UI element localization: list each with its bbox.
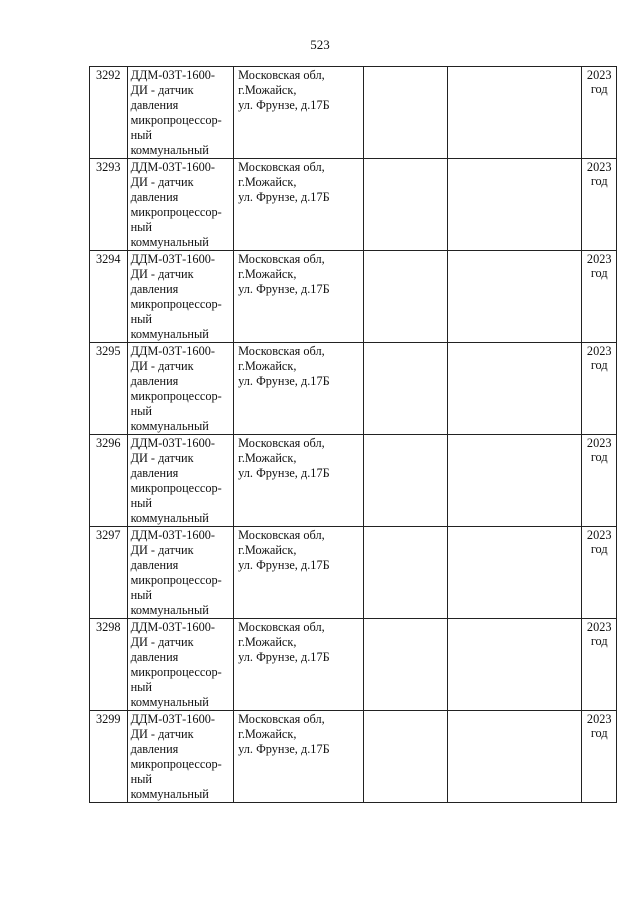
address-cell bbox=[234, 435, 364, 527]
empty-cell-5 bbox=[448, 711, 582, 803]
address: Московская обл, г.Можайск, ул. Фрунзе, д.17Б bbox=[238, 712, 330, 756]
device-name: ДДМ-03Т-1600- ДИ - датчик давления микропроцессор- ный коммунальный bbox=[130, 436, 222, 525]
empty-cell-5 bbox=[448, 159, 582, 251]
address-cell bbox=[234, 619, 364, 711]
address: Московская обл, г.Можайск, ул. Фрунзе, д.17Б bbox=[238, 68, 330, 112]
row-number-cell bbox=[90, 159, 128, 251]
row-number-cell bbox=[90, 251, 128, 343]
year-cell bbox=[582, 619, 617, 711]
address: Московская обл, г.Можайск, ул. Фрунзе, д.17Б bbox=[238, 528, 330, 572]
row-number: 3295 bbox=[95, 344, 121, 358]
year-cell bbox=[582, 67, 617, 159]
year-cell bbox=[582, 343, 617, 435]
empty-cell-4 bbox=[364, 619, 448, 711]
year: 2023 год bbox=[586, 252, 612, 280]
row-number: 3293 bbox=[95, 160, 121, 174]
address-cell bbox=[234, 343, 364, 435]
year: 2023 год bbox=[586, 68, 612, 96]
year-cell bbox=[582, 527, 617, 619]
device-name: ДДМ-03Т-1600- ДИ - датчик давления микропроцессор- ный коммунальный bbox=[130, 620, 222, 709]
address: Московская обл, г.Можайск, ул. Фрунзе, д.17Б bbox=[238, 160, 330, 204]
row-number-cell bbox=[90, 527, 128, 619]
device-name: ДДМ-03Т-1600- ДИ - датчик давления микропроцессор- ный коммунальный bbox=[130, 344, 222, 433]
address: Московская обл, г.Можайск, ул. Фрунзе, д.17Б bbox=[238, 620, 330, 664]
year-cell bbox=[582, 251, 617, 343]
row-number-cell bbox=[90, 67, 128, 159]
address-cell bbox=[234, 67, 364, 159]
empty-cell-4 bbox=[364, 67, 448, 159]
table-row bbox=[90, 251, 617, 343]
year-cell bbox=[582, 159, 617, 251]
registry-table-body bbox=[90, 67, 617, 803]
device-name-cell bbox=[127, 619, 234, 711]
table-row bbox=[90, 527, 617, 619]
device-name: ДДМ-03Т-1600- ДИ - датчик давления микропроцессор- ный коммунальный bbox=[130, 252, 222, 341]
row-number-cell bbox=[90, 619, 128, 711]
empty-cell-5 bbox=[448, 619, 582, 711]
row-number: 3299 bbox=[95, 712, 121, 726]
address-cell bbox=[234, 711, 364, 803]
empty-cell-5 bbox=[448, 527, 582, 619]
device-name-cell bbox=[127, 67, 234, 159]
empty-cell-5 bbox=[448, 343, 582, 435]
empty-cell-4 bbox=[364, 435, 448, 527]
address-cell bbox=[234, 527, 364, 619]
device-name: ДДМ-03Т-1600- ДИ - датчик давления микропроцессор- ный коммунальный bbox=[130, 528, 222, 617]
address-cell bbox=[234, 251, 364, 343]
device-name-cell bbox=[127, 343, 234, 435]
empty-cell-5 bbox=[448, 435, 582, 527]
empty-cell-5 bbox=[448, 251, 582, 343]
device-name-cell bbox=[127, 251, 234, 343]
year: 2023 год bbox=[586, 620, 612, 648]
address: Московская обл, г.Можайск, ул. Фрунзе, д.17Б bbox=[238, 436, 330, 480]
device-name: ДДМ-03Т-1600- ДИ - датчик давления микропроцессор- ный коммунальный bbox=[130, 712, 222, 801]
year: 2023 год bbox=[586, 160, 612, 188]
device-name-cell bbox=[127, 527, 234, 619]
empty-cell-4 bbox=[364, 343, 448, 435]
device-name-cell bbox=[127, 159, 234, 251]
row-number-cell bbox=[90, 343, 128, 435]
row-number: 3294 bbox=[95, 252, 121, 266]
year: 2023 год bbox=[586, 712, 612, 740]
row-number-cell bbox=[90, 435, 128, 527]
year: 2023 год bbox=[586, 436, 612, 464]
table-row bbox=[90, 711, 617, 803]
year: 2023 год bbox=[586, 528, 612, 556]
device-name: ДДМ-03Т-1600- ДИ - датчик давления микропроцессор- ный коммунальный bbox=[130, 68, 222, 157]
empty-cell-4 bbox=[364, 527, 448, 619]
row-number: 3298 bbox=[95, 620, 121, 634]
row-number: 3297 bbox=[95, 528, 121, 542]
empty-cell-5 bbox=[448, 67, 582, 159]
year-cell bbox=[582, 435, 617, 527]
registry-table bbox=[89, 66, 617, 803]
page-number: 523 bbox=[310, 37, 330, 52]
table-row bbox=[90, 67, 617, 159]
table-row bbox=[90, 343, 617, 435]
address-cell bbox=[234, 159, 364, 251]
empty-cell-4 bbox=[364, 711, 448, 803]
address: Московская обл, г.Можайск, ул. Фрунзе, д.17Б bbox=[238, 252, 330, 296]
device-name-cell bbox=[127, 711, 234, 803]
empty-cell-4 bbox=[364, 159, 448, 251]
device-name-cell bbox=[127, 435, 234, 527]
year: 2023 год bbox=[586, 344, 612, 372]
table-row bbox=[90, 159, 617, 251]
address: Московская обл, г.Можайск, ул. Фрунзе, д.17Б bbox=[238, 344, 330, 388]
row-number: 3296 bbox=[95, 436, 121, 450]
row-number: 3292 bbox=[95, 68, 121, 82]
year-cell bbox=[582, 711, 617, 803]
device-name: ДДМ-03Т-1600- ДИ - датчик давления микропроцессор- ный коммунальный bbox=[130, 160, 222, 249]
row-number-cell bbox=[90, 711, 128, 803]
table-row bbox=[90, 435, 617, 527]
empty-cell-4 bbox=[364, 251, 448, 343]
table-row bbox=[90, 619, 617, 711]
